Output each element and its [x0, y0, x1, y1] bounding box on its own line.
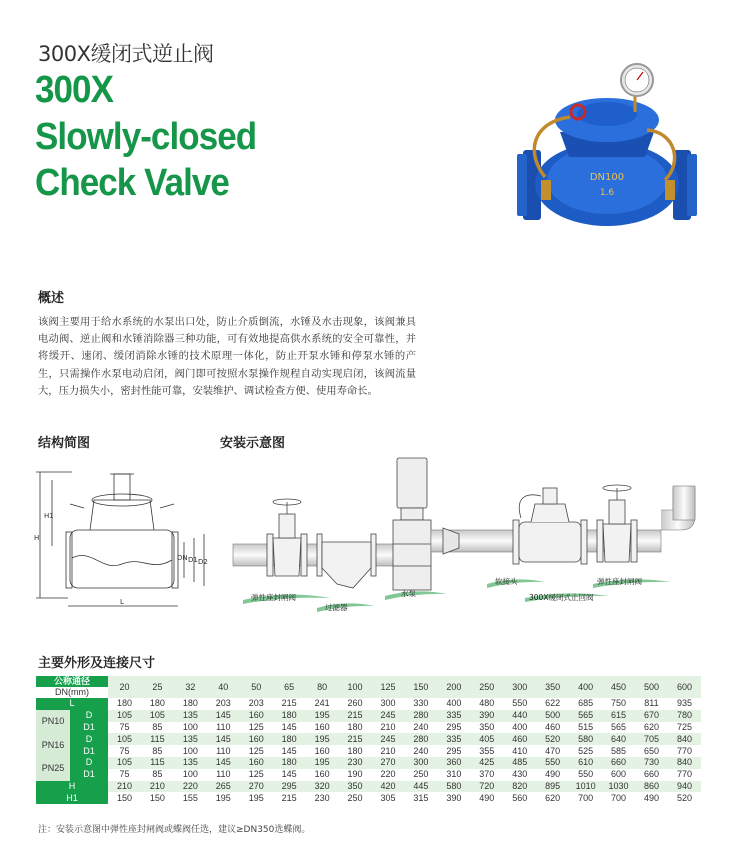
table-row	[36, 698, 701, 710]
table-cell: 160	[240, 710, 273, 722]
install-heading: 安装示意图	[220, 436, 286, 451]
table-cell: 550	[569, 769, 602, 781]
header-dn-cell: 40	[207, 676, 240, 698]
table-cell: 220	[174, 781, 207, 793]
table-cell: 195	[240, 792, 273, 804]
table-cell: 240	[404, 745, 437, 757]
row-label: D1	[70, 722, 108, 734]
table-cell: 1010	[569, 781, 602, 793]
table-row	[36, 733, 701, 745]
table-cell: 685	[569, 698, 602, 710]
table-cell: 195	[306, 757, 339, 769]
table-cell: 485	[503, 757, 536, 769]
table-cell: 490	[470, 792, 503, 804]
valve-marking-pressure: 1.6	[599, 188, 615, 198]
header-dn-cell: 200	[437, 676, 470, 698]
table-cell: 565	[602, 722, 635, 734]
pressure-group-label: PN16	[36, 733, 70, 757]
table-row	[36, 745, 701, 757]
table-cell: 203	[207, 698, 240, 710]
table-cell: 550	[503, 698, 536, 710]
header-label-dn-unit: DN(mm)	[36, 687, 108, 698]
overview-text: 该阀主要用于给水系统的水泵出口处，防止介质倒流，水锤及水击现象，该阀兼具电动阀、逆止阀和水锤消除器三种功能，可有效地提高供水系统的安全可靠性，并将缓开、速闭、缓闭消除水锤的技术原理一体化，防止开泵水锤和停泵水锤的产生，只需操作水泵电动启闭，阀门即可按照水泵操作规程自动实现启闭，该阀流量大，压力损失小，密封性能可靠，安装维护、调试检查方便、使用寿命长。	[38, 316, 416, 397]
table-cell: 405	[470, 733, 503, 745]
table-cell: 355	[470, 745, 503, 757]
install-label-soft-joint: 软接头	[495, 577, 518, 586]
table-cell: 180	[339, 722, 372, 734]
table-cell: 660	[602, 757, 635, 769]
dim-label-dn: DN	[177, 554, 188, 562]
table-cell: 622	[536, 698, 569, 710]
table-cell: 210	[372, 722, 405, 734]
title-line-2: Slowly-closed	[35, 116, 257, 158]
table-cell: 195	[306, 710, 339, 722]
table-cell: 160	[306, 722, 339, 734]
table-cell: 100	[174, 722, 207, 734]
table-cell: 210	[372, 745, 405, 757]
table-cell: 820	[503, 781, 536, 793]
header-dn-cell: 300	[503, 676, 536, 698]
table-cell: 580	[437, 781, 470, 793]
valve-product-image	[515, 62, 700, 237]
table-cell: 550	[536, 757, 569, 769]
table-cell: 580	[569, 733, 602, 745]
table-cell: 525	[569, 745, 602, 757]
table-cell: 135	[174, 757, 207, 769]
dim-label-h1: H1	[44, 512, 54, 520]
table-cell: 195	[306, 733, 339, 745]
title-line-1: 300X	[35, 69, 113, 111]
table-cell: 145	[207, 710, 240, 722]
pressure-group-label: PN25	[36, 757, 70, 781]
table-cell: 940	[668, 781, 701, 793]
table-cell: 650	[635, 745, 668, 757]
table-cell: 180	[339, 745, 372, 757]
table-cell: 100	[174, 745, 207, 757]
table-cell: 125	[240, 769, 273, 781]
table-cell: 115	[141, 733, 174, 745]
table-cell: 565	[569, 710, 602, 722]
table-cell: 115	[141, 757, 174, 769]
table-cell: 230	[306, 792, 339, 804]
table-cell: 470	[536, 745, 569, 757]
table-cell: 480	[470, 698, 503, 710]
table-row	[36, 769, 701, 781]
install-label-gate-valve-left: 弹性座封闸阀	[251, 593, 296, 602]
table-cell: 190	[339, 769, 372, 781]
table-cell: 85	[141, 769, 174, 781]
header-dn-cell: 500	[635, 676, 668, 698]
product-subtitle-cn: 300X缓闭式逆止阀	[38, 42, 214, 66]
table-cell: 280	[404, 733, 437, 745]
table-cell: 150	[108, 792, 141, 804]
header-dn-cell: 400	[569, 676, 602, 698]
footnote: 注：安装示意图中弹性座封闸阀或蝶阀任选，建议≥DN350选蝶阀。	[38, 825, 311, 835]
table-cell: 240	[404, 722, 437, 734]
table-row	[36, 781, 701, 793]
table-cell: 145	[273, 745, 306, 757]
table-cell: 145	[273, 722, 306, 734]
table-cell: 500	[536, 710, 569, 722]
table-cell: 265	[207, 781, 240, 793]
table-cell: 670	[635, 710, 668, 722]
table-cell: 410	[503, 745, 536, 757]
table-cell: 125	[240, 722, 273, 734]
table-cell: 215	[273, 698, 306, 710]
table-cell: 160	[306, 745, 339, 757]
table-cell: 445	[404, 781, 437, 793]
header-dn-cell: 450	[602, 676, 635, 698]
header-dn-cell: 65	[273, 676, 306, 698]
table-cell: 100	[174, 769, 207, 781]
table-cell: 245	[372, 733, 405, 745]
table-cell: 135	[174, 710, 207, 722]
table-cell: 245	[372, 710, 405, 722]
table-cell: 750	[602, 698, 635, 710]
table-cell: 360	[437, 757, 470, 769]
table-cell: 1030	[602, 781, 635, 793]
table-cell: 85	[141, 722, 174, 734]
table-cell: 305	[372, 792, 405, 804]
table-cell: 460	[536, 722, 569, 734]
header-dn-cell: 125	[372, 676, 405, 698]
table-heading: 主要外形及连接尺寸	[38, 656, 156, 671]
table-cell: 210	[108, 781, 141, 793]
table-cell: 440	[503, 710, 536, 722]
table-cell: 811	[635, 698, 668, 710]
install-label-check-valve: 300X缓闭式止回阀	[529, 593, 594, 602]
table-cell: 145	[207, 757, 240, 769]
install-label-gate-valve-right: 弹性座封闸阀	[597, 577, 642, 586]
table-cell: 280	[404, 710, 437, 722]
table-cell: 620	[635, 722, 668, 734]
row-label: L	[36, 698, 108, 710]
table-cell: 640	[602, 733, 635, 745]
table-cell: 105	[141, 710, 174, 722]
table-cell: 390	[437, 792, 470, 804]
table-cell: 705	[635, 733, 668, 745]
install-label-strainer: 过滤器	[325, 603, 348, 612]
row-label: D	[70, 710, 108, 722]
header-dn-cell: 350	[536, 676, 569, 698]
table-cell: 260	[339, 698, 372, 710]
table-cell: 250	[404, 769, 437, 781]
table-cell: 935	[668, 698, 701, 710]
table-cell: 180	[273, 757, 306, 769]
table-cell: 770	[668, 769, 701, 781]
table-cell: 110	[207, 745, 240, 757]
dimensions-table	[36, 676, 701, 804]
table-cell: 85	[141, 745, 174, 757]
structure-heading: 结构简图	[38, 436, 91, 451]
table-cell: 490	[536, 769, 569, 781]
table-cell: 330	[404, 698, 437, 710]
table-cell: 135	[174, 733, 207, 745]
table-cell: 895	[536, 781, 569, 793]
table-cell: 660	[635, 769, 668, 781]
table-cell: 203	[240, 698, 273, 710]
table-cell: 350	[470, 722, 503, 734]
table-cell: 105	[108, 757, 141, 769]
table-cell: 155	[174, 792, 207, 804]
table-cell: 700	[602, 792, 635, 804]
header-dn-cell: 50	[240, 676, 273, 698]
row-label: H	[36, 781, 108, 793]
dim-label-d1: D1	[188, 556, 198, 564]
table-cell: 125	[240, 745, 273, 757]
table-cell: 770	[668, 745, 701, 757]
table-cell: 215	[339, 733, 372, 745]
table-cell: 215	[339, 710, 372, 722]
table-cell: 195	[207, 792, 240, 804]
table-cell: 241	[306, 698, 339, 710]
table-cell: 105	[108, 733, 141, 745]
table-row	[36, 792, 701, 804]
dim-label-l: L	[120, 598, 124, 606]
table-cell: 725	[668, 722, 701, 734]
install-label-pump: 水泵	[401, 589, 416, 598]
table-cell: 145	[207, 733, 240, 745]
dim-label-d2: D2	[198, 558, 208, 566]
header-dn-cell: 250	[470, 676, 503, 698]
table-cell: 270	[372, 757, 405, 769]
table-cell: 840	[668, 733, 701, 745]
table-cell: 610	[569, 757, 602, 769]
table-cell: 350	[339, 781, 372, 793]
table-cell: 320	[306, 781, 339, 793]
installation-diagram	[225, 448, 715, 618]
table-cell: 390	[470, 710, 503, 722]
row-label: D1	[70, 769, 108, 781]
table-cell: 150	[141, 792, 174, 804]
header-dn-cell: 150	[404, 676, 437, 698]
table-cell: 145	[273, 769, 306, 781]
header-dn-cell: 25	[141, 676, 174, 698]
table-cell: 180	[273, 733, 306, 745]
table-cell: 215	[273, 792, 306, 804]
table-cell: 250	[339, 792, 372, 804]
table-cell: 460	[503, 733, 536, 745]
table-cell: 860	[635, 781, 668, 793]
table-cell: 700	[569, 792, 602, 804]
table-row	[36, 710, 701, 722]
header-dn-cell: 100	[339, 676, 372, 698]
table-cell: 75	[108, 722, 141, 734]
table-cell: 180	[174, 698, 207, 710]
header-dn-cell: 32	[174, 676, 207, 698]
table-cell: 520	[668, 792, 701, 804]
table-cell: 400	[437, 698, 470, 710]
table-cell: 600	[602, 769, 635, 781]
row-label: D1	[70, 745, 108, 757]
table-cell: 75	[108, 745, 141, 757]
table-cell: 620	[536, 792, 569, 804]
table-cell: 335	[437, 733, 470, 745]
table-cell: 180	[108, 698, 141, 710]
table-cell: 730	[635, 757, 668, 769]
table-cell: 425	[470, 757, 503, 769]
row-label: H1	[36, 792, 108, 804]
header-label-nominal-diameter: 公称通径	[54, 676, 91, 686]
table-cell: 400	[503, 722, 536, 734]
table-cell: 840	[668, 757, 701, 769]
table-cell: 310	[437, 769, 470, 781]
table-cell: 270	[240, 781, 273, 793]
table-cell: 520	[536, 733, 569, 745]
title-line-3: Check Valve	[35, 162, 229, 204]
table-cell: 295	[437, 722, 470, 734]
table-cell: 560	[503, 792, 536, 804]
table-cell: 515	[569, 722, 602, 734]
table-cell: 110	[207, 722, 240, 734]
table-cell: 295	[437, 745, 470, 757]
table-cell: 490	[635, 792, 668, 804]
table-cell: 315	[404, 792, 437, 804]
table-cell: 615	[602, 710, 635, 722]
table-cell: 230	[339, 757, 372, 769]
table-header-row	[36, 676, 701, 698]
table-cell: 220	[372, 769, 405, 781]
row-label: D	[70, 757, 108, 769]
table-cell: 370	[470, 769, 503, 781]
table-cell: 180	[141, 698, 174, 710]
table-cell: 335	[437, 710, 470, 722]
table-cell: 585	[602, 745, 635, 757]
table-cell: 110	[207, 769, 240, 781]
table-row	[36, 722, 701, 734]
table-cell: 75	[108, 769, 141, 781]
table-cell: 720	[470, 781, 503, 793]
header-dn-cell: 600	[668, 676, 701, 698]
overview-heading: 概述	[38, 291, 65, 306]
table-cell: 300	[372, 698, 405, 710]
table-cell: 210	[141, 781, 174, 793]
header-dn-label	[36, 676, 108, 698]
table-cell: 430	[503, 769, 536, 781]
table-cell: 420	[372, 781, 405, 793]
structure-diagram	[32, 460, 217, 612]
row-label: D	[70, 733, 108, 745]
table-cell: 780	[668, 710, 701, 722]
table-cell: 160	[240, 757, 273, 769]
table-cell: 295	[273, 781, 306, 793]
valve-marking-dn: DN100	[589, 172, 625, 183]
table-cell: 180	[273, 710, 306, 722]
table-cell: 105	[108, 710, 141, 722]
table-cell: 160	[240, 733, 273, 745]
table-row	[36, 757, 701, 769]
header-dn-cell: 80	[306, 676, 339, 698]
table-cell: 300	[404, 757, 437, 769]
pressure-group-label: PN10	[36, 710, 70, 734]
header-dn-cell: 20	[108, 676, 141, 698]
dim-label-h: H	[34, 534, 40, 542]
table-cell: 160	[306, 769, 339, 781]
